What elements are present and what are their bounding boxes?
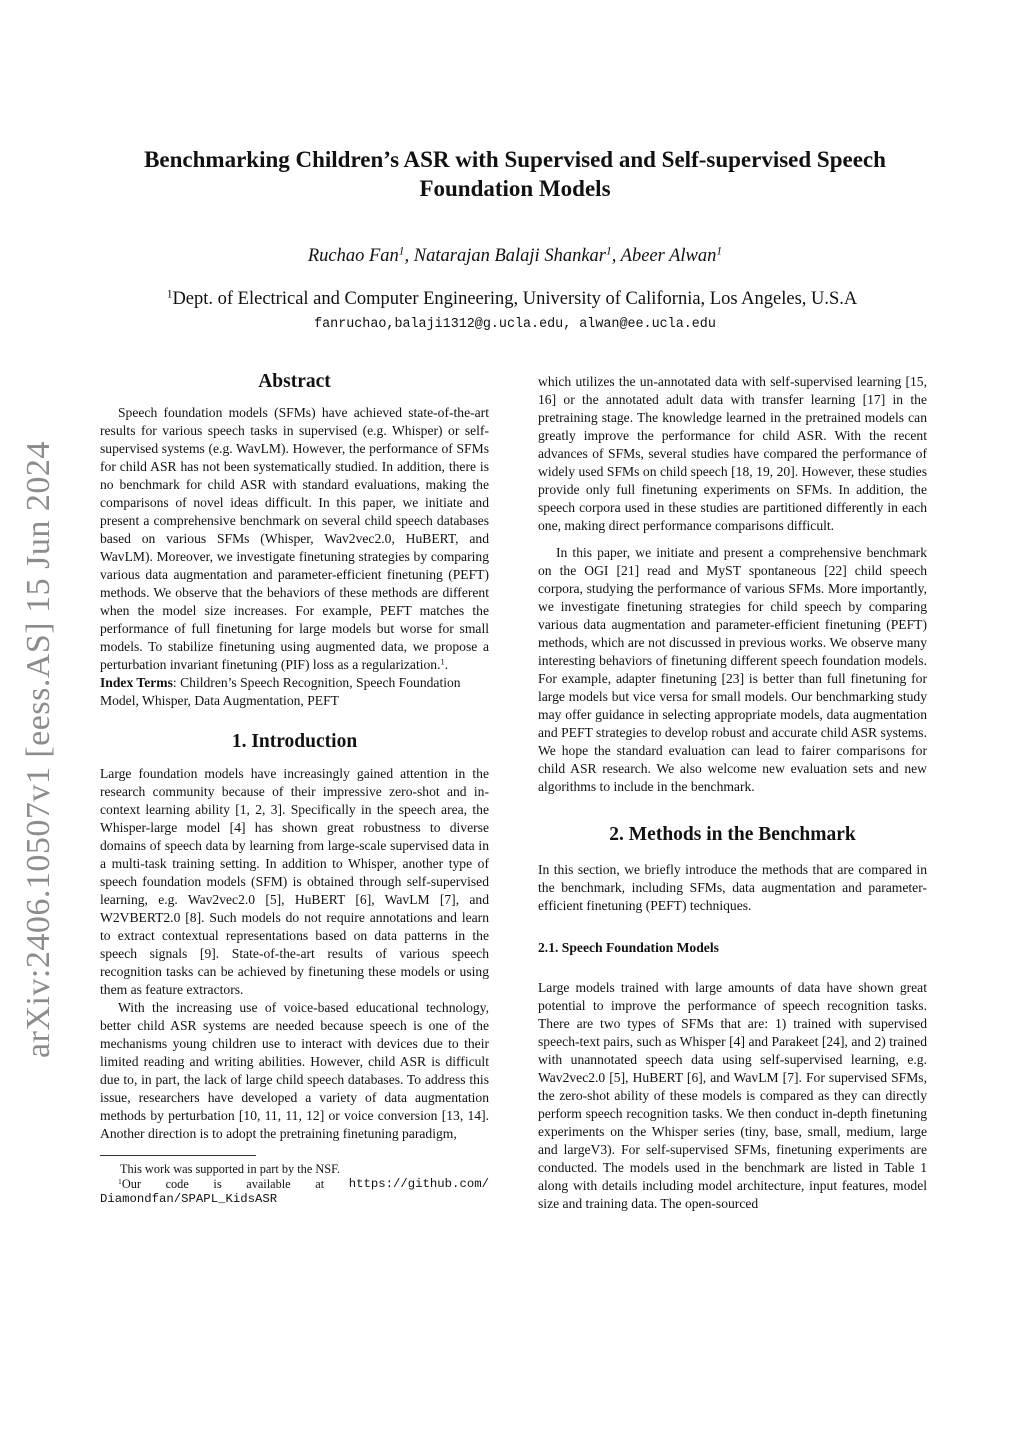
author-name: Natarajan Balaji Shankar bbox=[413, 246, 606, 266]
author-emails: fanruchao,balaji1312@g.ucla.edu, alwan@ee.ucla.edu bbox=[314, 317, 716, 332]
abstract-end: . bbox=[444, 657, 449, 672]
paper-title: Benchmarking Children’s ASR with Supervised and Self-supervised Speech Foundation Models bbox=[144, 147, 886, 201]
section-heading-methods: 2. Methods in the Benchmark bbox=[609, 824, 856, 845]
footnote-marker: 1 bbox=[440, 656, 445, 667]
footnote-support: This work was supported in part by the NSF. bbox=[120, 1162, 340, 1176]
arxiv-identifier: arXiv:2406.10507v1 [eess.AS] 15 Jun 2024 bbox=[20, 441, 57, 1059]
footnote-word: is bbox=[213, 1177, 222, 1191]
author-name: Ruchao Fan bbox=[307, 246, 399, 266]
intro-paragraph: In this paper, we initiate and present a comprehensive benchmark on the OGI [21] read and MyST spontaneous [22] child speech corpora, studying the performance of various SFMs. More importantly, we investigate finetuning strategies for child speech by comparing various data augmentation and parameter-efficient finetuning (PEFT) methods, which are not discussed in previous works. We observe many interesting behaviors of finetuning different speech foundation models. For example, adapter finetuning [23] is better than full finetuning for large models but vice versa for small models. Our benchmarking study may offer guidance in selecting appropriate models, data augmentation and PEFT strategies to develop robust and accurate child ASR systems. We hope the standard evaluation can lead to fairer comparisons for child ASR research. We also welcome new evaluation sets and new algorithms to include in the benchmark. bbox=[538, 545, 927, 794]
footnote-divider bbox=[100, 1155, 256, 1156]
methods-paragraph: Large models trained with large amounts of data have shown great potential to improve the performance of speech recognition tasks. There are two types of SFMs that are: 1) trained with supervised speech-text pairs, such as Whisper [4] and Parakeet [24], and 2) trained with unannotated speech data using self-supervised learning, e.g. Wav2vec2.0 [5], HuBERT [6], and WavLM [7]. For supervised SFMs, the zero-shot ability of these models is compared as they can directly perform speech recognition tasks. We then conduct in-depth finetuning experiments on the Whisper series (tiny, base, small, medium, large and largeV3). For self-supervised SFMs, finetuning experiments are conducted. The models used in the benchmark are listed in Table 1 along with details including model architecture, input features, model size and training data. The open-sourced bbox=[538, 980, 927, 1211]
author-name: Abeer Alwan bbox=[620, 246, 717, 266]
index-terms-label: Index Terms bbox=[100, 675, 173, 690]
author-affiliation-mark: 1 bbox=[398, 245, 405, 258]
left-column bbox=[100, 370, 489, 1207]
section-heading-introduction: 1. Introduction bbox=[231, 731, 358, 752]
right-column bbox=[538, 373, 927, 1213]
abstract-text: Speech foundation models (SFMs) have achieved state-of-the-art results for various speech tasks in supervised (e.g. Whisper) or self-supervised systems (e.g. WavLM). However, the performance of SFMs for child ASR has not been systematically studied. In addition, there is no benchmark for child ASR with standard evaluations, making the comparisons of novel ideas difficult. In this paper, we initiate and present a comprehensive benchmark on several child speech databases based on various SFMs (Whisper, Wav2vec2.0, HuBERT, and WavLM). Moreover, we investigate finetuning strategies by comparing various data augmentation and parameter-efficient finetuning (PEFT) methods. We observe that the behaviors of these methods are different when the model size increases. For example, PEFT matches the performance of full finetuning for large models but worse for small models. To stabilize finetuning using augmented data, we propose a perturbation invariant finetuning (PIF) loss as a regularization. bbox=[100, 405, 489, 672]
index-terms-text: : Children’s Speech Recognition, Speech Foundation Model, Whisper, Data Augmentation, PEFT bbox=[100, 675, 461, 708]
author-list: Ruchao Fan$^1$, Natarajan Balaji Shankar$^1$, Abeer Alwan$^1$ bbox=[307, 245, 723, 266]
abstract-heading: Abstract bbox=[258, 371, 331, 392]
intro-paragraph: With the increasing use of voice-based educational technology, better child ASR systems are needed because speech is one of the mechanisms young children use to interact with devices due to their limited reading and writing abilities. However, child ASR is difficult due to, in part, the lack of large child speech databases. To address this issue, researchers have developed a variety of data augmentation methods by perturbation [10, 11, 11, 12] or voice conversion [13, 14]. Another direction is to adopt the pretraining finetuning paradigm, bbox=[100, 1000, 489, 1141]
code-url-link[interactable]: https://github.com/ bbox=[348, 1177, 489, 1191]
affiliation-mark: 1 bbox=[166, 288, 173, 301]
footnote-word: $^1$Our bbox=[118, 1176, 141, 1191]
author-affiliation-mark: 1 bbox=[716, 245, 723, 258]
footnote-word: available bbox=[246, 1177, 291, 1191]
footnote-word: at bbox=[315, 1177, 325, 1191]
footnote-mark: 1 bbox=[118, 1176, 122, 1186]
intro-paragraph: Large foundation models have increasingly gained attention in the research community because of their impressive zero-shot and in-context learning ability [1, 2, 3]. Specifically in the speech area, the Whisper-large model [4] has shown great robustness to diverse domains of speech data by learning from large-scale supervised data in a multi-task training setting. In addition to Whisper, another type of speech foundation models (SFM) is obtained through self-supervised learning, e.g. Wav2vec2.0 [5], HuBERT [6], WavLM [7], and W2VBERT2.0 [8]. Such models do not require annotations and learn to extract contextual representations based on data patterns in the speech signals [9]. State-of-the-art results of various speech recognition tasks can be achieved by finetuning these models or using them as feature extractors. bbox=[100, 766, 489, 997]
subsection-heading-sfm: 2.1. Speech Foundation Models bbox=[538, 940, 719, 955]
footnote-word: code bbox=[165, 1177, 189, 1191]
abstract-body bbox=[100, 404, 489, 674]
intro-paragraph: which utilizes the un-annotated data with self-supervised learning [15, 16] or the annotated adult data with transfer learning [17] in the pretraining stage. The knowledge learned in the pretrained models can greatly improve the performance for child ASR. With the recent advances of SFMs, several studies have compared the performance of widely used SFMs on child speech [18, 19, 20]. However, these studies provide only full finetuning experiments on SFMs. In addition, the speech corpora used in these studies are partitioned differently in each one, making direct performance comparisons difficult. bbox=[538, 374, 927, 533]
author-affiliation-mark: 1 bbox=[605, 245, 612, 258]
affiliation bbox=[60, 289, 964, 310]
code-url-link-continued[interactable]: Diamondfan/SPAPL_KidsASR bbox=[100, 1192, 278, 1206]
footnote-code bbox=[100, 1177, 489, 1207]
methods-paragraph: In this section, we briefly introduce the methods that are compared in the benchmark, including SFMs, data augmentation and parameter-efficient finetuning (PEFT) techniques. bbox=[538, 862, 927, 913]
index-terms bbox=[100, 674, 489, 710]
affiliation-text: Dept. of Electrical and Computer Engineering, University of California, Los Angeles, U.S.A bbox=[172, 289, 858, 309]
